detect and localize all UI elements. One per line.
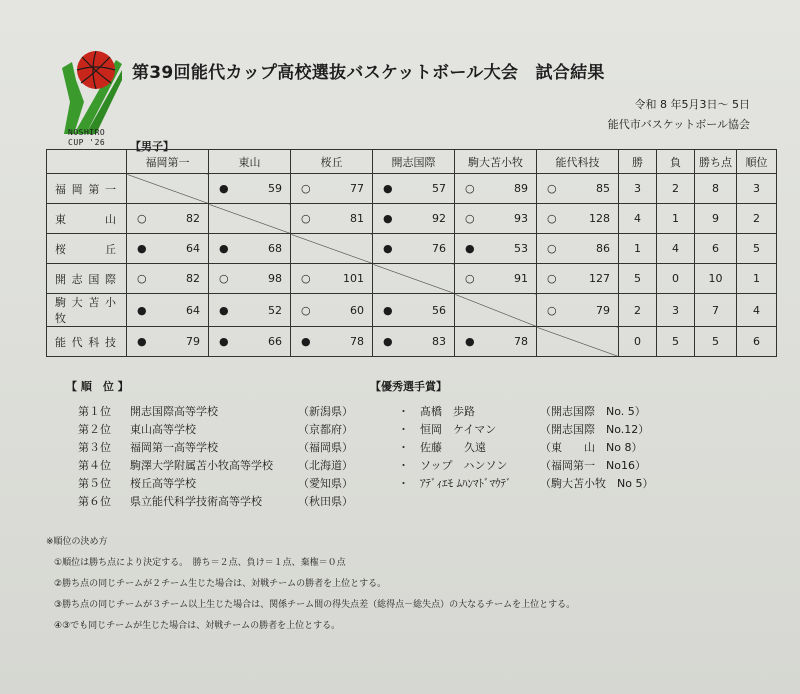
match-result-cell — [455, 327, 537, 357]
ranking-list — [78, 402, 353, 510]
win-mark-icon: ○ — [547, 242, 557, 255]
wins-header: 勝 — [619, 150, 657, 174]
win-mark-icon: ○ — [219, 272, 229, 285]
table-header-row — [47, 150, 777, 174]
score: 68 — [268, 242, 282, 255]
match-result-cell — [291, 327, 373, 357]
loss-mark-icon: ● — [137, 242, 147, 255]
match-result-cell — [291, 174, 373, 204]
loss-mark-icon: ● — [219, 303, 229, 317]
match-result-cell — [127, 294, 209, 327]
score: 82 — [186, 272, 200, 285]
match-result-cell — [373, 174, 455, 204]
losses-value: 0 — [657, 264, 695, 294]
column-header: 駒大苫小牧 — [455, 150, 537, 174]
rank-value: 6 — [737, 327, 777, 357]
row-team-name: 福岡第一 — [47, 174, 127, 204]
win-mark-icon: ○ — [301, 303, 311, 317]
wins-value: 4 — [619, 204, 657, 234]
loss-mark-icon: ● — [465, 242, 475, 255]
match-result-cell — [537, 294, 619, 327]
points-header: 勝ち点 — [695, 150, 737, 174]
loss-mark-icon: ● — [137, 335, 147, 348]
self-match-cell — [209, 204, 291, 234]
match-result-cell — [455, 264, 537, 294]
mvp-row: ・ 髙橋 歩路 （開志国際 No. 5） — [398, 405, 646, 418]
score: 128 — [589, 212, 610, 225]
match-result-cell — [537, 264, 619, 294]
rule-item: ④③でも同じチームが生じた場合は、対戦チームの勝者を上位とする。 — [54, 621, 341, 631]
loss-mark-icon: ● — [465, 335, 475, 348]
mvp-row: ・ 恒岡 ケイマン （開志国際 No.12） — [398, 423, 650, 436]
organizer: 能代市バスケットボール協会 — [607, 118, 750, 131]
noshiro-cup-logo — [56, 40, 128, 140]
score: 92 — [432, 212, 446, 225]
match-result-cell — [455, 234, 537, 264]
table-row — [47, 264, 777, 294]
loss-mark-icon: ● — [219, 242, 229, 255]
match-result-cell — [127, 327, 209, 357]
score: 57 — [432, 182, 446, 195]
match-result-cell — [291, 264, 373, 294]
ranking-title: 【 順 位 】 — [66, 380, 129, 393]
win-mark-icon: ○ — [465, 272, 475, 285]
losses-header: 負 — [657, 150, 695, 174]
rank-value: 3 — [737, 174, 777, 204]
win-mark-icon: ○ — [465, 212, 475, 225]
self-match-cell — [127, 174, 209, 204]
match-result-cell — [455, 204, 537, 234]
score: 79 — [596, 303, 610, 317]
match-result-cell — [537, 174, 619, 204]
rule-item: ①順位は勝ち点により決定する。 勝ち＝２点、負け＝１点、棄権＝０点 — [54, 558, 346, 568]
rank-value: 2 — [737, 204, 777, 234]
score: 59 — [268, 182, 282, 195]
ranking-row: 第６位 県立能代科学技術高等学校 （秋田県） — [78, 495, 353, 508]
points-value: 7 — [695, 294, 737, 327]
points-value: 9 — [695, 204, 737, 234]
score: 93 — [514, 212, 528, 225]
mvp-list — [398, 402, 653, 492]
score: 60 — [350, 303, 364, 317]
column-header: 能代科技 — [537, 150, 619, 174]
rank-header: 順位 — [737, 150, 777, 174]
match-result-cell — [537, 234, 619, 264]
self-match-cell — [455, 294, 537, 327]
match-result-cell — [209, 174, 291, 204]
score: 86 — [596, 242, 610, 255]
score: 101 — [343, 272, 364, 285]
score: 53 — [514, 242, 528, 255]
rank-value: 1 — [737, 264, 777, 294]
score: 91 — [514, 272, 528, 285]
self-match-cell — [373, 264, 455, 294]
match-result-cell — [127, 204, 209, 234]
losses-value: 3 — [657, 294, 695, 327]
table-row — [47, 174, 777, 204]
score: 52 — [268, 303, 282, 317]
column-header: 福岡第一 — [127, 150, 209, 174]
match-result-cell — [209, 264, 291, 294]
ranking-row: 第３位 福岡第一高等学校 （福岡県） — [78, 441, 353, 454]
wins-value: 0 — [619, 327, 657, 357]
losses-value: 4 — [657, 234, 695, 264]
win-mark-icon: ○ — [547, 272, 557, 285]
losses-value: 1 — [657, 204, 695, 234]
loss-mark-icon: ● — [383, 303, 393, 317]
score: 64 — [186, 242, 200, 255]
match-result-cell — [373, 294, 455, 327]
row-team-name: 駒大苫小牧 — [47, 294, 127, 327]
match-result-cell — [127, 264, 209, 294]
win-mark-icon: ○ — [547, 182, 557, 195]
score: 78 — [514, 335, 528, 348]
win-mark-icon: ○ — [547, 303, 557, 317]
table-row — [47, 234, 777, 264]
score: 127 — [589, 272, 610, 285]
score: 89 — [514, 182, 528, 195]
mvp-row: ・ 佐藤 久遠 （東 山 No 8） — [398, 441, 643, 454]
loss-mark-icon: ● — [137, 303, 147, 317]
wins-value: 2 — [619, 294, 657, 327]
row-team-name: 能代科技 — [47, 327, 127, 357]
table-row — [47, 327, 777, 357]
loss-mark-icon: ● — [383, 242, 393, 255]
win-mark-icon: ○ — [137, 272, 147, 285]
score: 82 — [186, 212, 200, 225]
score: 85 — [596, 182, 610, 195]
win-mark-icon: ○ — [465, 182, 475, 195]
points-value: 6 — [695, 234, 737, 264]
rule-item: ②勝ち点の同じチームが２チーム生じた場合は、対戦チームの勝者を上位とする。 — [54, 579, 387, 589]
table-row — [47, 294, 777, 327]
loss-mark-icon: ● — [383, 335, 393, 348]
score: 98 — [268, 272, 282, 285]
loss-mark-icon: ● — [219, 182, 229, 195]
loss-mark-icon: ● — [383, 212, 393, 225]
rank-value: 5 — [737, 234, 777, 264]
match-result-cell — [209, 234, 291, 264]
loss-mark-icon: ● — [383, 182, 393, 195]
ranking-row: 第５位 桜丘高等学校 （愛知県） — [78, 477, 353, 490]
win-mark-icon: ○ — [547, 212, 557, 225]
score: 66 — [268, 335, 282, 348]
row-team-name: 東山 — [47, 204, 127, 234]
win-mark-icon: ○ — [301, 182, 311, 195]
rules-title: ※順位の決め方 — [46, 537, 108, 547]
self-match-cell — [537, 327, 619, 357]
mvp-row: ・ ｱﾃﾞｨｴﾓ ﾑﾊﾝﾏﾄﾞﾏｳﾃﾞ （駒大苫小牧 No 5） — [398, 477, 654, 490]
corner-cell — [47, 150, 127, 174]
row-team-name: 開志国際 — [47, 264, 127, 294]
loss-mark-icon: ● — [219, 335, 229, 348]
row-team-name: 桜丘 — [47, 234, 127, 264]
score: 79 — [186, 335, 200, 348]
wins-value: 1 — [619, 234, 657, 264]
rule-item: ③勝ち点の同じチームが３チーム以上生じた場合は、関係チーム間の得失点差（総得点－総失点）の大なるチームを上位とする。 — [54, 600, 576, 610]
match-result-cell — [209, 294, 291, 327]
match-result-cell — [373, 204, 455, 234]
losses-value: 2 — [657, 174, 695, 204]
win-mark-icon: ○ — [137, 212, 147, 225]
score: 78 — [350, 335, 364, 348]
loss-mark-icon: ● — [301, 335, 311, 348]
score: 56 — [432, 303, 446, 317]
score: 76 — [432, 242, 446, 255]
points-value: 5 — [695, 327, 737, 357]
column-header: 桜丘 — [291, 150, 373, 174]
wins-value: 3 — [619, 174, 657, 204]
results-table — [46, 149, 777, 357]
match-result-cell — [291, 294, 373, 327]
score: 81 — [350, 212, 364, 225]
losses-value: 5 — [657, 327, 695, 357]
win-mark-icon: ○ — [301, 212, 311, 225]
ranking-rules — [46, 532, 575, 637]
points-value: 8 — [695, 174, 737, 204]
mvp-row: ・ ソップ ハンソン （福岡第一 No16） — [398, 459, 646, 472]
logo-caption: NOSHIRO CUP '26 — [68, 128, 106, 147]
wins-value: 5 — [619, 264, 657, 294]
win-mark-icon: ○ — [301, 272, 311, 285]
match-result-cell — [127, 234, 209, 264]
match-result-cell — [537, 204, 619, 234]
match-result-cell — [373, 327, 455, 357]
match-result-cell — [291, 204, 373, 234]
category-label: 【男子】 — [130, 140, 174, 153]
points-value: 10 — [695, 264, 737, 294]
page-title: 第39回能代カップ高校選抜バスケットボール大会 試合結果 — [132, 63, 605, 83]
table-row — [47, 204, 777, 234]
ranking-row: 第２位 東山高等学校 （京都府） — [78, 423, 353, 436]
column-header: 開志国際 — [373, 150, 455, 174]
column-header: 東山 — [209, 150, 291, 174]
score: 83 — [432, 335, 446, 348]
score: 77 — [350, 182, 364, 195]
ranking-row: 第１位 開志国際高等学校 （新潟県） — [78, 405, 353, 418]
rank-value: 4 — [737, 294, 777, 327]
ranking-row: 第４位 駒澤大学附属苫小牧高等学校 （北海道） — [78, 459, 353, 472]
match-result-cell — [455, 174, 537, 204]
self-match-cell — [291, 234, 373, 264]
mvp-title: 【優秀選手賞】 — [370, 380, 447, 393]
match-result-cell — [373, 234, 455, 264]
tournament-date: 令和 8 年5月3日～ 5日 — [634, 98, 750, 111]
match-result-cell — [209, 327, 291, 357]
score: 64 — [186, 303, 200, 317]
